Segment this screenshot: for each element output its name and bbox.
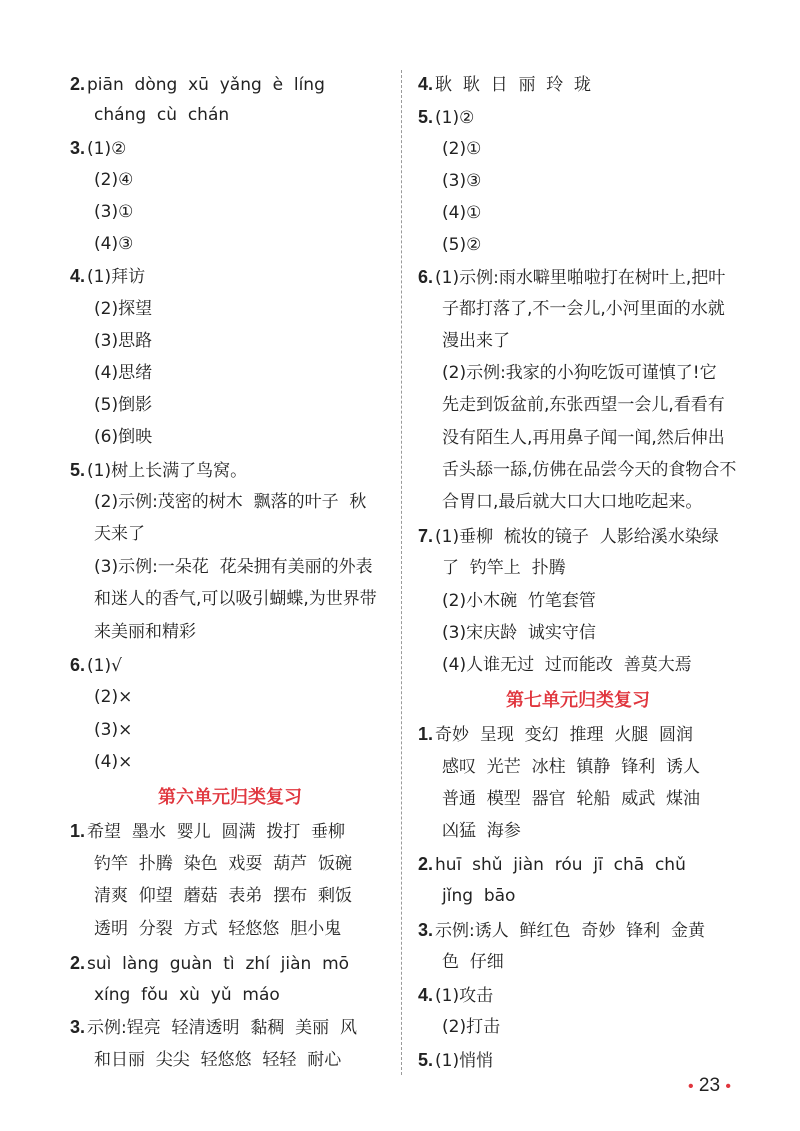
line-text: (2)① — [442, 139, 482, 159]
line-text: (2)示例:我家的小狗吃饭可谨慎了!它 — [442, 363, 717, 383]
right-lines-line — [442, 427, 725, 449]
right-lines-line — [442, 590, 596, 612]
line-text: (4)③ — [94, 234, 134, 254]
line-text: (1)② — [87, 139, 127, 159]
item-number: 3. — [70, 1017, 86, 1037]
line-text: 钓竿 扑腾 染色 戏耍 葫芦 饭碗 — [94, 854, 353, 874]
item-number: 6. — [70, 655, 86, 675]
left-lines-line — [94, 719, 132, 741]
line-text: suì làng guàn tì zhí jiàn mō — [87, 954, 350, 974]
right-lines-line — [418, 266, 725, 289]
line-text: huī shǔ jiàn róu jī chā chǔ — [435, 855, 686, 875]
right-lines-line — [442, 138, 481, 160]
left-lines-line — [70, 137, 126, 160]
page-dot-left: • — [688, 1078, 694, 1095]
item-number: 6. — [418, 267, 434, 287]
right-lines2-line — [418, 853, 686, 876]
right-lines-line — [442, 394, 725, 416]
item-number: 3. — [70, 138, 86, 158]
right-lines2-line — [442, 820, 521, 842]
line-text: 漫出来了 — [442, 331, 510, 351]
left-lines-line — [94, 201, 133, 223]
left-lines-line — [70, 459, 247, 482]
left-lines-line — [94, 556, 373, 578]
line-text: xíng fǒu xù yǔ máo — [94, 985, 280, 1005]
line-text: 先走到饭盆前,东张西望一会儿,看看有 — [442, 395, 725, 415]
line-text: (3)× — [94, 720, 133, 740]
right-lines-line — [442, 362, 717, 384]
item-number: 2. — [418, 854, 434, 874]
line-text: 示例:锃亮 轻清透明 黏稠 美丽 风 — [87, 1018, 357, 1038]
left-lines2-line — [94, 918, 341, 940]
left-lines-line — [94, 330, 152, 352]
line-text: (3)③ — [442, 171, 482, 191]
item-number: 1. — [418, 724, 434, 744]
right-lines2-line — [442, 951, 504, 973]
right-lines2-line — [418, 1049, 493, 1072]
left-lines2-line — [94, 984, 280, 1006]
line-text: (1)√ — [87, 656, 122, 676]
right-lines-line — [442, 330, 510, 352]
line-text: 示例:诱人 鲜红色 奇妙 锋利 金黄 — [435, 921, 705, 941]
page-dot-right: • — [725, 1078, 731, 1095]
right-lines-line — [442, 170, 481, 192]
line-text: 清爽 仰望 蘑菇 表弟 摆布 剩饭 — [94, 886, 353, 906]
right-lines-line — [442, 491, 702, 513]
item-number: 5. — [418, 107, 434, 127]
line-text: 来美丽和精彩 — [94, 622, 196, 642]
line-text: (1)拜访 — [87, 267, 146, 287]
line-text: 耿 耿 日 丽 玲 珑 — [435, 75, 592, 95]
right-lines-line — [418, 106, 474, 129]
page-number-text: 23 — [698, 1075, 721, 1096]
item-number: 5. — [418, 1050, 434, 1070]
left-lines-line — [94, 491, 366, 513]
line-text: (1)示例:雨水噼里啪啦打在树叶上,把叶 — [435, 268, 726, 288]
line-text: (3)示例:一朵花 花朵拥有美丽的外表 — [94, 557, 373, 577]
item-number: 2. — [70, 953, 86, 973]
line-text: 希望 墨水 婴儿 圆满 拨打 垂柳 — [87, 822, 346, 842]
line-text: (1)② — [435, 108, 475, 128]
right-lines-line — [442, 202, 481, 224]
left-lines-line — [70, 265, 145, 288]
line-text: 没有陌生人,再用鼻子闻一闻,然后伸出 — [442, 428, 725, 448]
left-lines-line — [94, 233, 133, 255]
line-text: 舌头舔一舔,仿佛在品尝今天的食物合不 — [442, 460, 737, 480]
left-lines-line — [94, 104, 229, 126]
left-lines-line — [70, 73, 325, 96]
section-heading: 第七单元归类复习 — [506, 690, 650, 711]
line-text: 和迷人的香气,可以吸引蝴蝶,为世界带 — [94, 589, 377, 609]
line-text: (3)① — [94, 202, 134, 222]
left-lines-line — [94, 523, 145, 545]
line-text: (4)人谁无过 过而能改 善莫大焉 — [442, 655, 692, 675]
item-number: 2. — [70, 74, 86, 94]
left-lines-line — [70, 654, 122, 677]
item-number: 7. — [418, 526, 434, 546]
item-number: 5. — [70, 460, 86, 480]
line-text: 透明 分裂 方式 轻悠悠 胆小鬼 — [94, 919, 342, 939]
left-lines-line — [94, 588, 377, 610]
line-text: (2)打击 — [442, 1017, 501, 1037]
right-lines-line — [418, 525, 719, 548]
left-lines2-line — [94, 885, 352, 907]
line-text: 色 仔细 — [442, 952, 504, 972]
left-lines-line — [94, 394, 152, 416]
right-lines-line — [442, 654, 692, 676]
line-text: 和日丽 尖尖 轻悠悠 轻轻 耐心 — [94, 1050, 342, 1070]
right-lines2-line — [418, 919, 705, 942]
left-lines-line — [94, 298, 152, 320]
right-lines-line — [442, 298, 725, 320]
left-lines2-line — [70, 820, 345, 843]
line-text: (2)小木碗 竹笔套管 — [442, 591, 596, 611]
line-text: 普通 模型 器官 轮船 威武 煤油 — [442, 789, 701, 809]
line-text: 感叹 光芒 冰柱 镇静 锋利 诱人 — [442, 757, 701, 777]
line-text: (3)宋庆龄 诚实守信 — [442, 623, 596, 643]
line-text: (6)倒映 — [94, 427, 153, 447]
column-divider — [401, 70, 402, 1075]
right-lines2-line — [418, 984, 493, 1007]
line-text: (2)示例:茂密的树木 飘落的叶子 秋 — [94, 492, 367, 512]
line-text: (3)思路 — [94, 331, 153, 351]
item-number: 4. — [70, 266, 86, 286]
section-heading: 第六单元归类复习 — [158, 787, 302, 808]
line-text: 凶猛 海参 — [442, 821, 521, 841]
line-text: (2)探望 — [94, 299, 153, 319]
line-text: 天来了 — [94, 524, 145, 544]
line-text: (1)悄悄 — [435, 1051, 494, 1071]
left-lines-line — [94, 362, 152, 384]
left-lines2-line — [94, 1049, 341, 1071]
left-lines-line — [94, 686, 132, 708]
left-lines-line — [94, 426, 152, 448]
item-number: 4. — [418, 985, 434, 1005]
right-lines-line — [418, 73, 591, 96]
right-lines-line — [442, 234, 481, 256]
left-lines2-line — [70, 952, 349, 975]
line-text: (1)垂柳 梳妆的镜子 人影给溪水染绿 — [435, 527, 719, 547]
left-lines2-line — [94, 853, 352, 875]
left-lines-line — [94, 169, 133, 191]
left-lines2-line — [70, 1016, 357, 1039]
left-lines-line — [94, 621, 196, 643]
line-text: (4)× — [94, 752, 133, 772]
right-lines-line — [442, 459, 736, 481]
line-text: (4)① — [442, 203, 482, 223]
line-text: (2)④ — [94, 170, 134, 190]
line-text: (5)② — [442, 235, 482, 255]
line-text: 了 钓竿上 扑腾 — [442, 558, 566, 578]
page-number — [688, 1074, 731, 1099]
right-lines-line — [442, 557, 566, 579]
left-lines-line — [94, 751, 132, 773]
line-text: 合胃口,最后就大口大口地吃起来。 — [442, 492, 703, 512]
line-text: 奇妙 呈现 变幻 推理 火腿 圆润 — [435, 725, 694, 745]
right-lines2-line — [442, 756, 700, 778]
right-lines-line — [442, 622, 596, 644]
item-number: 3. — [418, 920, 434, 940]
line-text: 子都打落了,不一会儿,小河里面的水就 — [442, 299, 725, 319]
line-text: jǐng bāo — [442, 886, 516, 906]
line-text: (2)× — [94, 687, 133, 707]
line-text: (5)倒影 — [94, 395, 153, 415]
line-text: cháng cù chán — [94, 105, 230, 125]
right-lines2-line — [442, 1016, 500, 1038]
right-lines2-line — [418, 723, 693, 746]
right-lines2-line — [442, 885, 515, 907]
item-number: 4. — [418, 74, 434, 94]
line-text: (1)攻击 — [435, 986, 494, 1006]
line-text: (4)思绪 — [94, 363, 153, 383]
item-number: 1. — [70, 821, 86, 841]
right-lines2-line — [442, 788, 700, 810]
line-text: (1)树上长满了鸟窝。 — [87, 461, 248, 481]
line-text: piān dòng xū yǎng è líng — [87, 75, 325, 95]
